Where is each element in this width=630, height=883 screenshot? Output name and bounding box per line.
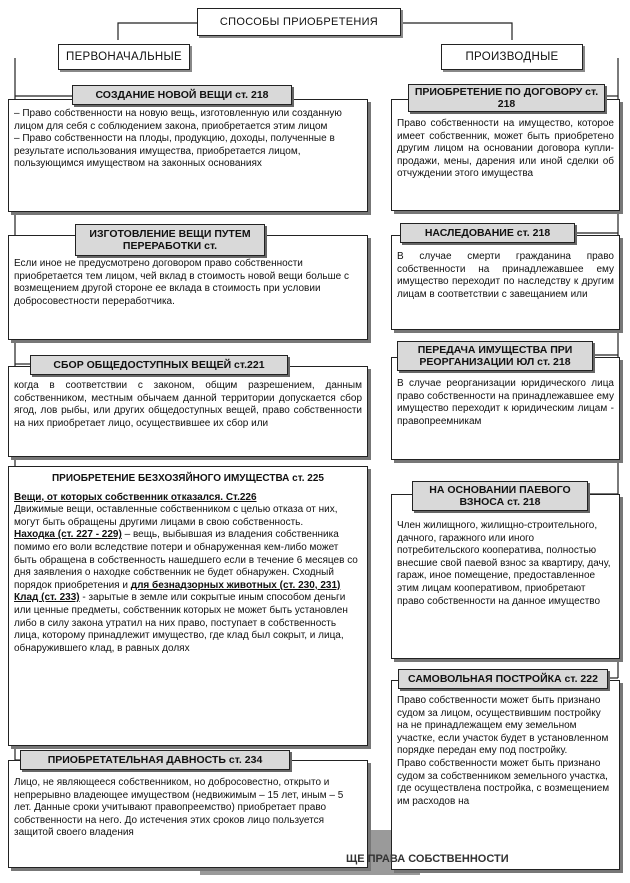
text-unauthorized-building-1: Право собственности может быть признано судом за лицом, осуществившим постройку на не принадлежащем ему земельном участке, если участок будет в установленном порядке передан ему под постройку. [397,695,609,757]
text-new-thing-2: – Право собственности на плоды, продукцию, доходы, полученные в результате использования имущества, приобретается лицом, пользующимся имуществом на законных основаниях [14,133,335,170]
text-prescription: Лицо, не являющееся собственником, но добросовестно, открыто и непрерывно владеющее имуществом (недвижимым – 15 лет, иным – 5 лет. Данные сроки учитывают правопреемство) приобретает право собственности на него. До истечения этих сроков лицо пользуется защитой своего владения [14,777,344,839]
text-common-things: когда в соответствии с законом, общим разрешением, данным собственником, местным обычаем данной территории допускается сбор ягод, лов рыбы, или других общедоступных вещей, право собственности на них приобретает лицо, осуществившее их сбор или [14,380,362,429]
card-inheritance [391,235,620,330]
text-inheritance: В случае смерти гражданина право собственности на принадлежавшее ему имущество переходит по наследству к другим лицам в соответствии с завещанием или [397,251,614,300]
header-share-contribution: НА ОСНОВАНИИ ПАЕВОГО ВЗНОСА ст. 218 [412,481,588,511]
branch-derivative: ПРОИЗВОДНЫЕ [441,44,583,70]
card-share-contribution [391,494,620,659]
card-reorganization [391,357,620,460]
header-contract: ПРИОБРЕТЕНИЕ ПО ДОГОВОРУ ст. 218 [408,84,605,112]
text-find: – вещь, выбывшая из владения собственника помимо его воли вследствие потери и обнаруженная кем-либо может быть обращена в собственность нашедшего если в течение 6 месяцев со дня заявления о находке собственник не будет обнаружен. Сходный порядок приобретения и [14,529,358,591]
text-abandoned-things: Движимые вещи, оставленные собственником с целью отказа от них, могут быть обращены другими лицами в свою собственность. [14,504,338,528]
background-fragment-text: ЩЕ ПРАВА СОБСТВЕННОСТИ [346,853,509,865]
header-new-thing: СОЗДАНИЕ НОВОЙ ВЕЩИ ст. 218 [72,85,292,105]
text-reorganization: В случае реорганизации юридического лица право собственности на принадлежавшее ему имущество переходит к юридическим лицам - правопреемникам [397,378,614,427]
header-ownerless-property: ПРИОБРЕТЕНИЕ БЕЗХОЗЯЙНОГО ИМУЩЕСТВА ст. 225 [51,473,324,484]
text-new-thing-1: – Право собственности на новую вещь, изготовленную или созданную лицом для себя с соблюдением закона, приобретается этим лицом [14,108,342,132]
text-contract: Право собственности на имущество, которое имеет собственник, может быть приобретено другим лицом на основании договора купли-продажи, мены, дарения или иной сделки об отчуждении этого имущества [397,118,614,180]
text-treasure: - зарытые в земле или сокрытые иным способом деньги или ценные предметы, собственник которых не может быть установлен либо в силу закона утратил на них право, поступает в собственность лица, которому принадлежит имущество, где клад был сокрыт, и лица, обнаружившего клад, в равных долях [14,592,348,654]
title-treasure: Клад (ст. 233) [14,592,80,604]
header-inheritance: НАСЛЕДОВАНИЕ ст. 218 [400,223,575,243]
card-contract [391,99,620,211]
text-unauthorized-building-2: Право собственности может быть признано судом за собственником земельного участка, где осуществлена постройка, с возмещением им расходов на [397,757,610,807]
branch-original: ПЕРВОНАЧАЛЬНЫЕ [58,44,190,70]
header-processing: ИЗГОТОВЛЕНИЕ ВЕЩИ ПУТЕМ ПЕРЕРАБОТКИ ст. [75,224,265,256]
text-share-contribution: Член жилищного, жилищно-строительного, дачного, гаражного или иного потребительского кооператива, полностью внесшие свой паевой взнос за квартиру, дачу, гараж, иное помещение, предоставленное этим лицам кооперативом, приобретают право собственности на данное имущество [397,520,611,607]
card-common-things [8,366,368,457]
title-abandoned-things: Вещи, от которых собственник отказался. Ст.226 [14,491,257,503]
header-prescription: ПРИОБРЕТАТЕЛЬНАЯ ДАВНОСТЬ ст. 234 [20,750,290,770]
root-title: СПОСОБЫ ПРИОБРЕТЕНИЯ [197,8,401,36]
title-find: Находка (ст. 227 - 229) [14,529,122,541]
card-ownerless-property [8,466,368,746]
header-common-things: СБОР ОБЩЕДОСТУПНЫХ ВЕЩЕЙ ст.221 [30,355,288,375]
link-stray-animals: для безнадзорных животных (ст. 230, 231) [130,579,341,591]
card-unauthorized-building [391,680,620,870]
card-new-thing [8,99,368,212]
text-processing: Если иное не предусмотрено договором право собственности приобретается тем лицом, чей вклад в стоимость новой вещи больше с возмещением другой стороне ее вклада в стоимость при условии добросовестности переработчика. [14,258,349,307]
header-reorganization: ПЕРЕДАЧА ИМУЩЕСТВА ПРИ РЕОРГАНИЗАЦИИ ЮЛ ст. 218 [397,341,593,371]
card-prescription [8,760,368,868]
header-unauthorized-building: САМОВОЛЬНАЯ ПОСТРОЙКА ст. 222 [398,669,608,689]
